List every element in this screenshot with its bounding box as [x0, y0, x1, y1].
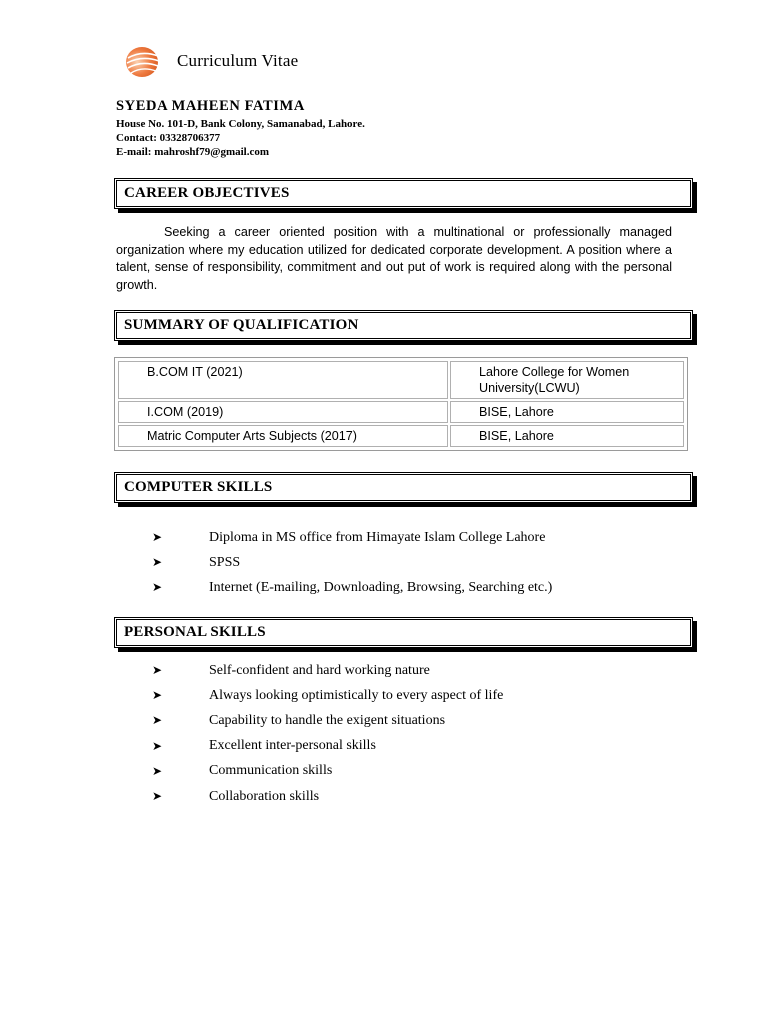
logo-swirl-icon [124, 44, 160, 80]
qualification-heading-text: SUMMARY OF QUALIFICATION [124, 317, 359, 333]
degree-cell: B.COM IT (2021) [118, 361, 448, 399]
skill-text: Excellent inter-personal skills [209, 738, 376, 754]
table-row [117, 400, 685, 424]
table-row [117, 424, 685, 448]
career-objectives-heading-text: CAREER OBJECTIVES [124, 185, 290, 201]
arrowhead-bullet-icon: ➤ [151, 663, 163, 678]
list-item [150, 759, 503, 784]
arrowhead-bullet-icon: ➤ [151, 713, 163, 728]
arrowhead-bullet-icon: ➤ [151, 555, 163, 570]
skill-text: Self-confident and hard working nature [209, 662, 430, 678]
list-item [150, 658, 503, 683]
arrowhead-bullet-icon: ➤ [151, 688, 163, 703]
personal-skills-list [150, 658, 503, 809]
skill-text: Collaboration skills [209, 788, 320, 804]
personal-skills-heading [114, 617, 693, 648]
arrowhead-bullet-icon: ➤ [151, 580, 163, 595]
institute-cell: BISE, Lahore [450, 425, 684, 447]
arrowhead-bullet-icon: ➤ [151, 763, 163, 778]
list-item [150, 734, 503, 759]
email-line: E-mail: mahroshf79@gmail.com [116, 146, 270, 158]
skill-text: Internet (E-mailing, Downloading, Browsing, Searching etc.) [209, 579, 553, 595]
list-item [150, 683, 503, 708]
document-title: Curriculum Vitae [177, 51, 299, 70]
arrowhead-bullet-icon: ➤ [151, 530, 163, 545]
skill-text: Capability to handle the exigent situations [209, 712, 446, 728]
skill-text: Always looking optimistically to every aspect of life [209, 687, 504, 703]
candidate-name: SYEDA MAHEEN FATIMA [116, 98, 305, 114]
list-item [150, 550, 552, 575]
career-objective-text: Seeking a career oriented position with a multinational or professionally managed organization where my education utilized for dedicated corporate development. A position where a talent, sense of responsibility, commitment and out put of work is required along with the personal growth. [116, 225, 672, 292]
table-row [117, 360, 685, 400]
list-item [150, 784, 503, 809]
qualification-table [114, 357, 688, 451]
institute-cell: BISE, Lahore [450, 401, 684, 423]
arrowhead-bullet-icon: ➤ [151, 738, 163, 753]
list-item [150, 708, 503, 733]
personal-skills-heading-text: PERSONAL SKILLS [124, 624, 266, 640]
phone-line: Contact: 03328706377 [116, 132, 221, 144]
career-objectives-heading [114, 178, 693, 209]
computer-skills-list [150, 525, 552, 601]
institute-cell: Lahore College for Women University(LCWU) [450, 361, 684, 399]
degree-cell: Matric Computer Arts Subjects (2017) [118, 425, 448, 447]
qualification-heading [114, 310, 693, 341]
skill-text: Communication skills [209, 763, 333, 779]
skill-text: Diploma in MS office from Himayate Islam College Lahore [209, 529, 546, 545]
degree-cell: I.COM (2019) [118, 401, 448, 423]
arrowhead-bullet-icon: ➤ [151, 789, 163, 804]
list-item [150, 525, 552, 550]
computer-skills-heading-text: COMPUTER SKILLS [124, 479, 273, 495]
contact-block [116, 98, 365, 159]
address-line: House No. 101-D, Bank Colony, Samanabad, Lahore. [116, 118, 365, 130]
list-item [150, 575, 552, 600]
computer-skills-heading [114, 472, 693, 503]
skill-text: SPSS [209, 554, 241, 570]
